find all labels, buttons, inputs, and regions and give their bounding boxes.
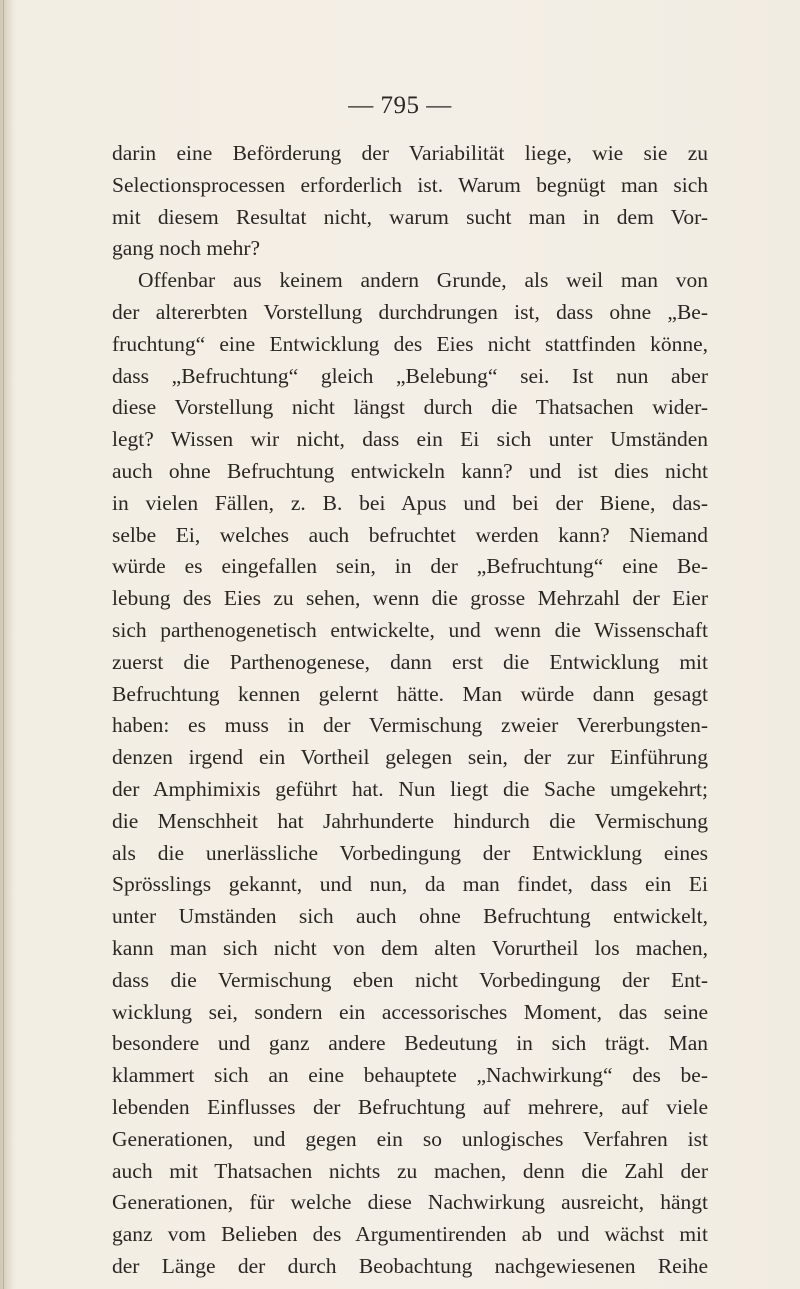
body-text (112, 138, 708, 1283)
text-line: besondere und ganz andere Bedeutung in sich trägt. Man (112, 1031, 708, 1056)
text-line: Selectionsprocessen erforderlich ist. Warum begnügt man sich (112, 172, 708, 197)
text-line: legt? Wissen wir nicht, dass ein Ei sich unter Umständen (112, 427, 708, 452)
text-line: auch ohne Befruchtung entwickeln kann? und ist dies nicht (112, 458, 708, 483)
text-line: dass die Vermischung eben nicht Vorbedingung der Ent- (112, 967, 708, 992)
text-line: Offenbar aus keinem andern Grunde, als weil man von (138, 268, 708, 293)
text-line: haben: es muss in der Vermischung zweier Vererbungsten- (112, 713, 708, 738)
text-line: Befruchtung kennen gelernt hätte. Man würde dann gesagt (112, 681, 708, 706)
text-line: in vielen Fällen, z. B. bei Apus und bei der Biene, das- (112, 490, 708, 515)
text-line: der altererbten Vorstellung durchdrungen ist, dass ohne „Be- (112, 299, 708, 324)
text-line: würde es eingefallen sein, in der „Befruchtung“ eine Be- (112, 554, 708, 579)
text-line: als die unerlässliche Vorbedingung der Entwicklung eines (112, 840, 708, 865)
text-line: klammert sich an eine behauptete „Nachwirkung“ des be- (112, 1063, 708, 1088)
page-number-header: — 795 — (348, 92, 452, 119)
text-line: sich parthenogenetisch entwickelte, und wenn die Wissenschaft (112, 617, 708, 642)
text-line: die Menschheit hat Jahrhunderte hindurch die Vermischung (112, 808, 708, 833)
text-line: zuerst die Parthenogenese, dann erst die Entwicklung mit (112, 649, 708, 674)
text-line: der Länge der durch Beobachtung nachgewiesenen Reihe (112, 1253, 708, 1278)
text-line: diese Vorstellung nicht längst durch die Thatsachen wider- (112, 395, 708, 420)
text-line: Generationen, für welche diese Nachwirkung ausreicht, hängt (112, 1190, 708, 1215)
gutter-edge (3, 0, 4, 1289)
text-line: unter Umständen sich auch ohne Befruchtung entwickelt, (112, 904, 708, 929)
text-line: dass „Befruchtung“ gleich „Belebung“ sei. Ist nun aber (112, 363, 708, 388)
text-line: lebung des Eies zu sehen, wenn die grosse Mehrzahl der Eier (112, 586, 708, 611)
text-line: fruchtung“ eine Entwicklung des Eies nicht stattfinden könne, (112, 331, 708, 356)
text-line: der Amphimixis geführt hat. Nun liegt die Sache umgekehrt; (112, 776, 708, 801)
text-line: Sprösslings gekannt, und nun, da man findet, dass ein Ei (112, 872, 708, 897)
text-line: kann man sich nicht von dem alten Vorurtheil los machen, (112, 935, 708, 960)
text-line: gang noch mehr? (112, 236, 261, 261)
text-line: wicklung sei, sondern ein accessorisches Moment, das seine (112, 999, 708, 1024)
text-line: denzen irgend ein Vortheil gelegen sein, der zur Einführung (112, 745, 708, 770)
text-line: selbe Ei, welches auch befruchtet werden kann? Niemand (112, 522, 708, 547)
text-line: auch mit Thatsachen nichts zu machen, denn die Zahl der (112, 1158, 708, 1183)
text-line: mit diesem Resultat nicht, warum sucht man in dem Vor- (112, 204, 708, 229)
text-line: lebenden Einflusses der Befruchtung auf mehrere, auf viele (112, 1094, 708, 1119)
text-line: ganz vom Belieben des Argumentirenden ab und wächst mit (112, 1222, 708, 1247)
text-line: darin eine Beförderung der Variabilität liege, wie sie zu (112, 141, 708, 165)
text-line: Generationen, und gegen ein so unlogisches Verfahren ist (112, 1126, 708, 1151)
